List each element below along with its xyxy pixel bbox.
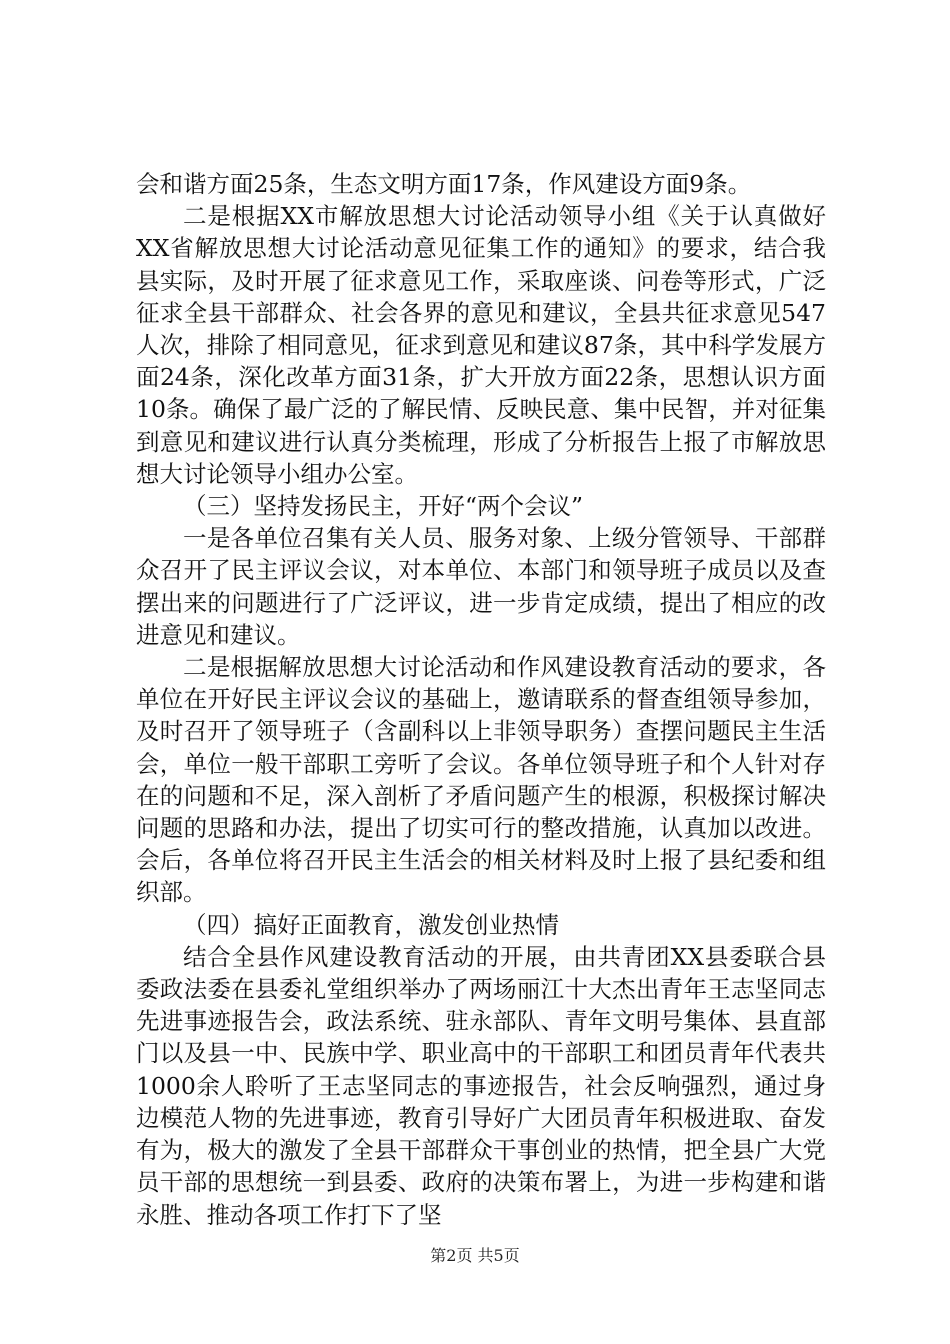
paragraph-continuation: 会和谐方面25条，生态文明方面17条，作风建设方面9条。	[136, 170, 752, 198]
section-heading-four: （四）搞好正面教育，激发创业热情	[183, 910, 559, 939]
paragraph-democratic-review: 一是各单位召集有关人员、服务对象、上级分管领导、干部群众召开了民主评议会议，对本单位、本部门和领导班子成员以及查摆出来的问题进行了广泛评议，进一步肯定成绩，提出了相应的改进意见和建议。	[136, 524, 826, 649]
section-heading-three: （三）坚持发扬民主，开好“两个会议”	[183, 492, 584, 521]
page-number-footer: 第2页 共5页	[430, 1246, 520, 1265]
paragraph-life-meeting: 二是根据解放思想大讨论活动和作风建设教育活动的要求，各单位在开好民主评议会议的基础上，邀请联系的督查组领导参加，及时召开了领导班子（含副科以上非领导职务）查摆问题民主生活会，单位一般干部职工旁听了会议。各单位领导班子和个人针对存在的问题和不足，深入剖析了矛盾问题产生的根源，积极探讨解决问题的思路和办法，提出了切实可行的整改措施，认真加以改进。会后，各单位将召开民主生活会的相关材料及时上报了县纪委和组织部。	[136, 653, 826, 907]
paragraph-positive-education: 结合全县作风建设教育活动的开展，由共青团XX县委联合县委政法委在县委礼堂组织举办了两场丽江十大杰出青年王志坚同志先进事迹报告会，政法系统、驻永部队、青年文明号集体、县直部门以及县一中、民族中学、职业高中的干部职工和团员青年代表共1000余人聆听了王志坚同志的事迹报告，社会反响强烈，通过身边模范人物的先进事迹，教育引导好广大团员青年积极进取、奋发有为，极大的激发了全县干部群众干事创业的热情，把全县广大党员干部的思想统一到县委、政府的决策布署上，为进一步构建和谐永胜、推动各项工作打下了坚	[136, 942, 826, 1229]
paragraph-opinion-collection: 二是根据XX市解放思想大讨论活动领导小组《关于认真做好XX省解放思想大讨论活动意见征集工作的通知》的要求，结合我县实际，及时开展了征求意见工作，采取座谈、问卷等形式，广泛征求全县干部群众、社会各界的意见和建议，全县共征求意见547人次，排除了相同意见，征求到意见和建议87条，其中科学发展方面24条，深化改革方面31条，扩大开放方面22条，思想认识方面10条。确保了最广泛的了解民情、反映民意、集中民智，并对征集到意见和建议进行认真分类梳理，形成了分析报告上报了市解放思想大讨论领导小组办公室。	[136, 202, 826, 488]
document-body	[136, 168, 826, 1231]
